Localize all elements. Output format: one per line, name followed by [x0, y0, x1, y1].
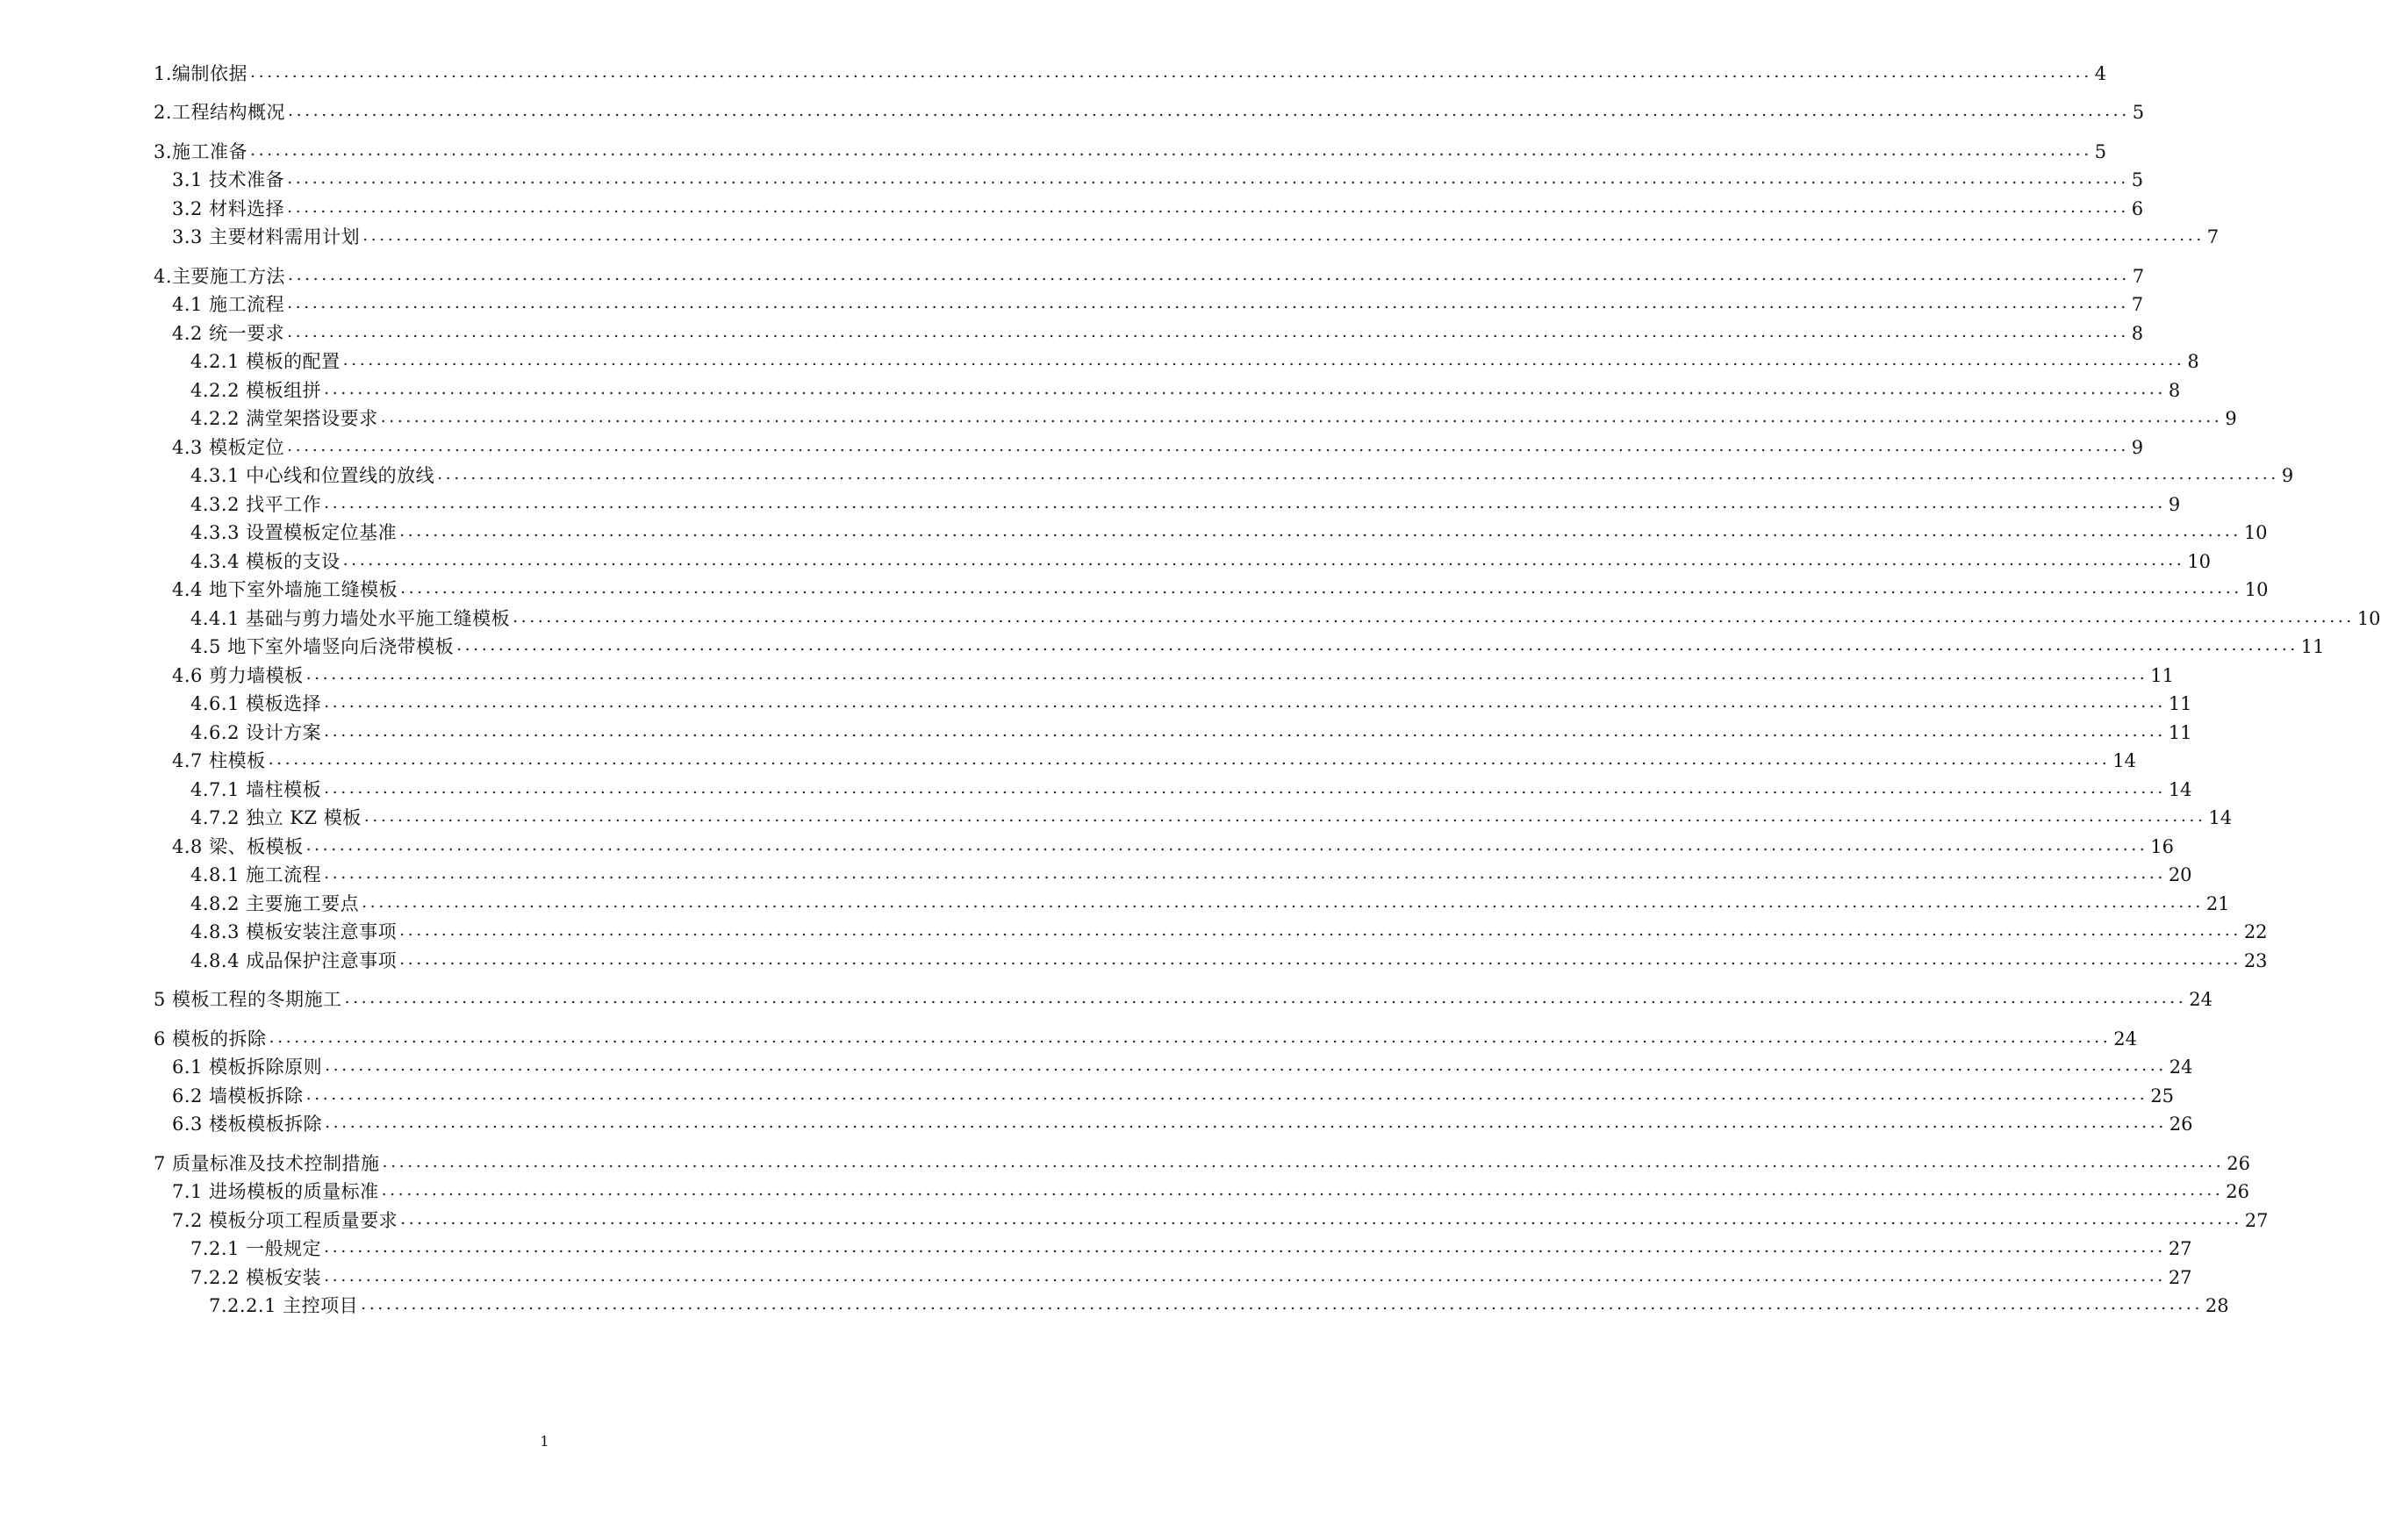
- toc-entry-title: 5 模板工程的冬期施工: [154, 989, 342, 1010]
- toc-entry-page-number: 28: [2205, 1295, 2229, 1316]
- toc-entry-page-number: 27: [2168, 1266, 2192, 1288]
- toc-dot-leader: ............................................................................................................................................................................................................................: [324, 492, 2166, 512]
- toc-entry[interactable]: [154, 685, 2192, 714]
- toc-entry-page-number: 11: [2168, 693, 2192, 714]
- toc-entry[interactable]: [154, 190, 2144, 219]
- toc-entry-page-number: 14: [2112, 750, 2137, 771]
- toc-entry[interactable]: [154, 713, 2192, 743]
- toc-entry[interactable]: [154, 599, 2381, 629]
- toc-entry[interactable]: [154, 400, 2237, 429]
- toc-entry-page-number: 11: [2168, 721, 2192, 743]
- toc-entry-title: 4.8.1 施工流程: [190, 864, 322, 885]
- toc-entry-title: 3.施工准备: [154, 140, 248, 162]
- toc-entry[interactable]: [154, 514, 2268, 543]
- toc-dot-leader: ............................................................................................................................................................................................................................: [287, 321, 2129, 341]
- toc-entry-page-number: 10: [2187, 550, 2212, 572]
- toc-entry-title: 4.8.2 主要施工要点: [190, 892, 360, 914]
- toc-entry-title: 4.8.3 模板安装注意事项: [190, 921, 398, 942]
- toc-dot-leader: ............................................................................................................................................................................................................................: [382, 1151, 2225, 1171]
- toc-entry-title: 4.7 柱模板: [172, 750, 266, 771]
- toc-dot-leader: ............................................................................................................................................................................................................................: [380, 407, 2223, 426]
- toc-dot-leader: ............................................................................................................................................................................................................................: [287, 168, 2129, 188]
- toc-entry-title: 3.1 技术准备: [172, 169, 285, 190]
- toc-dot-leader: ............................................................................................................................................................................................................................: [287, 293, 2129, 312]
- toc-dot-leader: ............................................................................................................................................................................................................................: [305, 663, 2148, 684]
- toc-entry[interactable]: [154, 856, 2192, 885]
- toc-entry[interactable]: [154, 1077, 2175, 1107]
- toc-entry-page-number: 6: [2131, 197, 2144, 219]
- toc-entry[interactable]: [154, 799, 2233, 828]
- toc-entry[interactable]: [154, 542, 2212, 572]
- toc-entry-title: 4.4.1 基础与剪力墙处水平施工缝模板: [190, 607, 511, 629]
- toc-entry-page-number: 26: [2169, 1114, 2193, 1135]
- page-number-footer: 1: [540, 1433, 549, 1450]
- toc-entry-title: 4.7.1 墙柱模板: [190, 778, 322, 800]
- toc-entry-page-number: 8: [2131, 322, 2144, 344]
- toc-entry-page-number: 7: [2131, 294, 2144, 315]
- toc-entry-title: 7.2.2 模板安装: [190, 1266, 322, 1288]
- toc-entry[interactable]: [154, 428, 2144, 458]
- toc-entry-page-number: 27: [2244, 1209, 2269, 1231]
- toc-entry-title: 4.3 模板定位: [172, 436, 285, 458]
- toc-dot-leader: ............................................................................................................................................................................................................................: [287, 197, 2129, 217]
- toc-dot-leader: ............................................................................................................................................................................................................................: [325, 1056, 2167, 1075]
- toc-entry-title: 4.8 梁、板模板: [172, 835, 304, 857]
- toc-entry-page-number: 9: [2131, 436, 2144, 458]
- toc-entry-title: 4.6.1 模板选择: [190, 693, 322, 714]
- toc-dot-leader: ............................................................................................................................................................................................................................: [362, 226, 2205, 245]
- toc-dot-leader: ............................................................................................................................................................................................................................: [363, 806, 2206, 826]
- toc-entry[interactable]: [154, 1106, 2193, 1135]
- toc-entry[interactable]: [154, 286, 2144, 315]
- toc-entry-title: 4.主要施工方法: [154, 265, 286, 287]
- toc-dot-leader: ............................................................................................................................................................................................................................: [250, 140, 2092, 160]
- toc-dot-leader: ............................................................................................................................................................................................................................: [324, 378, 2166, 398]
- toc-dot-leader: ............................................................................................................................................................................................................................: [324, 720, 2166, 741]
- toc-entry-title: 4.3.3 设置模板定位基准: [190, 522, 398, 543]
- toc-entry[interactable]: [154, 1134, 2250, 1174]
- toc-entry[interactable]: [154, 742, 2137, 771]
- toc-entry-title: 7.2.1 一般规定: [190, 1238, 322, 1259]
- toc-entry-title: 4.4 地下室外墙施工缝模板: [172, 579, 398, 600]
- toc-dot-leader: ............................................................................................................................................................................................................................: [287, 435, 2129, 455]
- toc-entry-page-number: 26: [2227, 1152, 2250, 1174]
- toc-entry-title: 4.3.4 模板的支设: [190, 550, 341, 572]
- toc-entry-page-number: 10: [2244, 579, 2269, 600]
- toc-entry[interactable]: [154, 485, 2181, 515]
- toc-entry-title: 4.3.2 找平工作: [190, 493, 322, 515]
- toc-entry-page-number: 24: [2189, 989, 2212, 1010]
- toc-dot-leader: ............................................................................................................................................................................................................................: [250, 61, 2092, 82]
- toc-entry-title: 7.2 模板分项工程质量要求: [172, 1209, 398, 1231]
- toc-entry-title: 4.2 统一要求: [172, 322, 285, 344]
- toc-entry-title: 6 模板的拆除: [154, 1028, 267, 1049]
- toc-entry-page-number: 9: [2225, 408, 2237, 429]
- toc-entry-title: 7.1 进场模板的质量标准: [172, 1181, 379, 1202]
- toc-entry-title: 6.3 楼板模板拆除: [172, 1114, 323, 1135]
- toc-entry-page-number: 26: [2226, 1181, 2250, 1202]
- toc-entry[interactable]: [154, 942, 2268, 971]
- toc-entry[interactable]: [154, 314, 2144, 344]
- toc-entry-page-number: 9: [2168, 493, 2181, 515]
- toc-entry-title: 6.2 墙模板拆除: [172, 1085, 304, 1107]
- toc-dot-leader: ............................................................................................................................................................................................................................: [324, 863, 2166, 883]
- toc-entry[interactable]: [154, 656, 2175, 686]
- toc-dot-leader: ............................................................................................................................................................................................................................: [269, 1027, 2112, 1047]
- toc-entry-title: 4.2.2 模板组拼: [190, 379, 322, 401]
- toc-entry-page-number: 24: [2113, 1028, 2137, 1049]
- toc-entry-title: 4.8.4 成品保护注意事项: [190, 949, 398, 971]
- toc-dot-leader: ............................................................................................................................................................................................................................: [288, 264, 2130, 284]
- toc-entry-page-number: 5: [2132, 102, 2145, 123]
- toc-entry-title: 1.编制依据: [154, 62, 248, 84]
- toc-dot-leader: ............................................................................................................................................................................................................................: [324, 1237, 2166, 1257]
- toc-dot-leader: ............................................................................................................................................................................................................................: [342, 549, 2185, 569]
- toc-entry-title: 7 质量标准及技术控制措施: [154, 1152, 380, 1174]
- toc-entry[interactable]: [154, 218, 2220, 247]
- toc-entry[interactable]: [154, 1258, 2192, 1288]
- toc-entry-title: 3.3 主要材料需用计划: [172, 226, 361, 247]
- toc-dot-leader: ............................................................................................................................................................................................................................: [400, 578, 2242, 598]
- toc-entry-title: 4.6 剪力墙模板: [172, 664, 304, 686]
- toc-dot-leader: ............................................................................................................................................................................................................................: [399, 521, 2241, 541]
- toc-dot-leader: ............................................................................................................................................................................................................................: [513, 606, 2355, 627]
- toc-entry-title: 4.5 地下室外墙竖向后浇带模板: [190, 636, 455, 657]
- toc-entry[interactable]: [154, 161, 2144, 190]
- toc-entry[interactable]: [154, 1009, 2137, 1049]
- toc-entry-page-number: 14: [2208, 807, 2233, 828]
- toc-entry-page-number: 20: [2168, 864, 2192, 885]
- toc-entry-page-number: 10: [2356, 607, 2381, 629]
- toc-entry-title: 3.2 材料选择: [172, 197, 285, 219]
- toc-dot-leader: ............................................................................................................................................................................................................................: [325, 1113, 2167, 1132]
- toc-entry-page-number: 27: [2168, 1238, 2192, 1259]
- toc-entry[interactable]: [154, 971, 2212, 1010]
- toc-dot-leader: ............................................................................................................................................................................................................................: [437, 464, 2279, 483]
- toc-dot-leader: ............................................................................................................................................................................................................................: [381, 1180, 2224, 1200]
- toc-dot-leader: ............................................................................................................................................................................................................................: [342, 350, 2185, 369]
- toc-dot-leader: ............................................................................................................................................................................................................................: [344, 988, 2187, 1007]
- toc-dot-leader: ............................................................................................................................................................................................................................: [361, 1294, 2203, 1314]
- toc-entry-page-number: 25: [2150, 1085, 2175, 1107]
- toc-entry[interactable]: [154, 83, 2145, 123]
- toc-dot-leader: ............................................................................................................................................................................................................................: [288, 101, 2130, 120]
- toc-entry-page-number: 16: [2150, 835, 2175, 857]
- toc-entry-title: 4.2.1 模板的配置: [190, 351, 341, 372]
- toc-entry-title: 6.1 模板拆除原则: [172, 1057, 323, 1078]
- toc-dot-leader: ............................................................................................................................................................................................................................: [324, 692, 2166, 712]
- toc-entry[interactable]: [154, 1173, 2250, 1202]
- toc-entry[interactable]: [154, 770, 2192, 800]
- toc-entry[interactable]: [154, 827, 2175, 857]
- toc-entry-page-number: 4: [2094, 62, 2107, 84]
- toc-entry-page-number: 22: [2243, 921, 2268, 942]
- toc-entry[interactable]: [154, 571, 2269, 600]
- toc-entry-title: 4.2.2 满堂架搭设要求: [190, 408, 378, 429]
- toc-entry-title: 2.工程结构概况: [154, 102, 286, 123]
- toc-entry[interactable]: [154, 628, 2325, 657]
- toc-entry[interactable]: [154, 885, 2230, 914]
- toc-entry-page-number: 5: [2094, 140, 2107, 162]
- toc-entry-page-number: 8: [2187, 351, 2199, 372]
- toc-dot-leader: ............................................................................................................................................................................................................................: [399, 949, 2241, 969]
- toc-entry-page-number: 11: [2150, 664, 2175, 686]
- toc-entry[interactable]: [154, 371, 2181, 401]
- toc-entry-page-number: 7: [2132, 265, 2145, 287]
- toc-dot-leader: ............................................................................................................................................................................................................................: [400, 1208, 2242, 1228]
- toc-entry[interactable]: [154, 343, 2199, 372]
- toc-entry-page-number: 24: [2169, 1057, 2193, 1078]
- toc-entry-title: 4.1 施工流程: [172, 294, 285, 315]
- table-of-contents: [154, 54, 2381, 1316]
- toc-dot-leader: ............................................................................................................................................................................................................................: [305, 1084, 2148, 1104]
- toc-entry-title: 4.7.2 独立 KZ 模板: [190, 807, 362, 828]
- toc-entry-page-number: 8: [2168, 379, 2181, 401]
- toc-entry[interactable]: [154, 122, 2107, 162]
- toc-entry[interactable]: [154, 1230, 2192, 1259]
- toc-entry-page-number: 11: [2300, 636, 2325, 657]
- toc-dot-leader: ............................................................................................................................................................................................................................: [268, 749, 2111, 769]
- toc-entry-title: 7.2.2.1 主控项目: [209, 1295, 359, 1316]
- toc-entry-title: 4.3.1 中心线和位置线的放线: [190, 465, 435, 486]
- toc-entry-page-number: 9: [2281, 465, 2294, 486]
- toc-entry[interactable]: [154, 1201, 2269, 1231]
- toc-dot-leader: ............................................................................................................................................................................................................................: [456, 635, 2299, 655]
- toc-dot-leader: ............................................................................................................................................................................................................................: [305, 834, 2148, 855]
- toc-entry[interactable]: [154, 457, 2294, 486]
- toc-entry-page-number: 14: [2168, 778, 2192, 800]
- toc-entry[interactable]: [154, 913, 2268, 942]
- toc-dot-leader: ............................................................................................................................................................................................................................: [324, 1265, 2166, 1286]
- toc-entry-title: 4.6.2 设计方案: [190, 721, 322, 743]
- toc-entry[interactable]: [154, 247, 2145, 287]
- toc-entry[interactable]: [154, 54, 2107, 84]
- toc-entry-page-number: 21: [2205, 892, 2230, 914]
- toc-entry-page-number: 23: [2243, 949, 2268, 971]
- toc-entry[interactable]: [154, 1049, 2193, 1078]
- toc-dot-leader: ............................................................................................................................................................................................................................: [399, 920, 2241, 940]
- toc-dot-leader: ............................................................................................................................................................................................................................: [362, 892, 2204, 912]
- toc-entry-page-number: 7: [2206, 226, 2220, 247]
- toc-dot-leader: ............................................................................................................................................................................................................................: [324, 777, 2166, 798]
- toc-entry[interactable]: [154, 1287, 2229, 1316]
- toc-entry-page-number: 5: [2131, 169, 2144, 190]
- toc-entry-page-number: 10: [2243, 522, 2268, 543]
